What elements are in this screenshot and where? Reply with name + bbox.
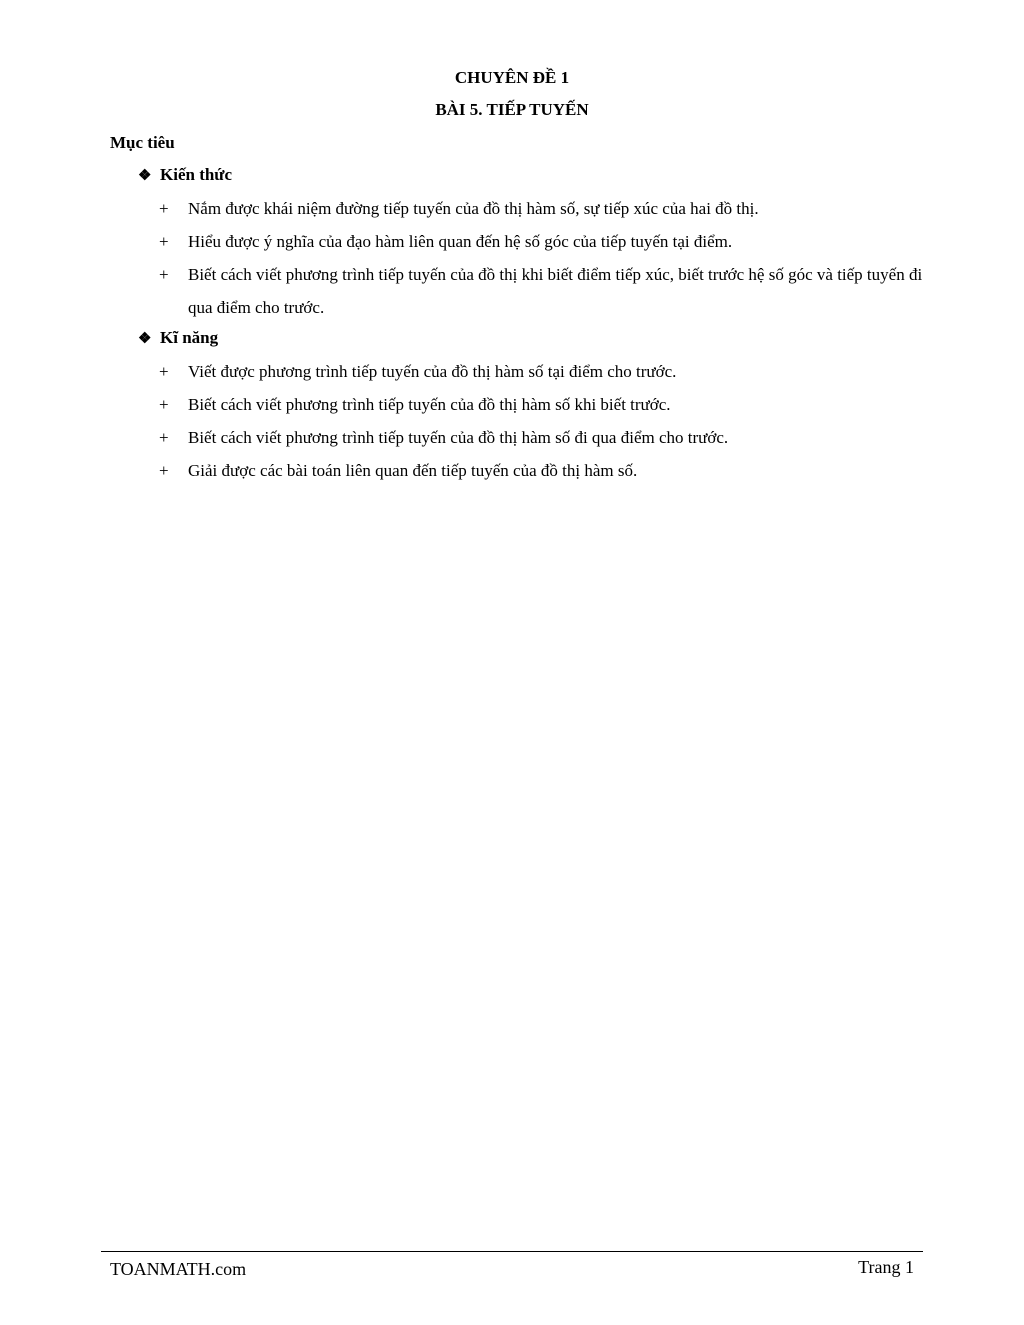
list-item-text: Biết cách viết phương trình tiếp tuyến của đồ thị hàm số khi biết trước. xyxy=(188,395,671,414)
list-item xyxy=(155,258,925,324)
objectives-heading: Mục tiêu xyxy=(110,133,175,152)
page-header xyxy=(0,67,1024,121)
footer-divider xyxy=(101,1251,923,1252)
list-item-text: Biết cách viết phương trình tiếp tuyến của đồ thị khi biết điểm tiếp xúc, biết trước hệ số góc và tiếp tuyến đi qua điểm cho trước. xyxy=(188,265,923,317)
plus-marker: + xyxy=(159,395,169,414)
plus-marker: + xyxy=(159,428,169,447)
list-item xyxy=(155,192,925,225)
footer-page-number: Trang 1 xyxy=(858,1257,914,1277)
list-item-text: Hiểu được ý nghĩa của đạo hàm liên quan đến hệ số góc của tiếp tuyến tại điểm. xyxy=(188,232,733,251)
knowledge-section-heading xyxy=(138,164,232,187)
plus-marker: + xyxy=(159,232,169,251)
diamond-bullet-icon: ❖ xyxy=(138,331,152,347)
list-item-text: Nắm được khái niệm đường tiếp tuyến của đồ thị hàm số, sự tiếp xúc của hai đồ thị. xyxy=(188,199,759,218)
plus-marker: + xyxy=(159,199,169,218)
list-item xyxy=(155,355,925,388)
list-item-text: Giải được các bài toán liên quan đến tiếp tuyến của đồ thị hàm số. xyxy=(188,461,638,480)
list-item xyxy=(155,454,925,487)
knowledge-heading-label: Kiến thức xyxy=(160,165,233,184)
list-item xyxy=(155,225,925,258)
knowledge-list xyxy=(155,192,925,324)
skills-list xyxy=(155,355,925,487)
list-item xyxy=(155,388,925,421)
plus-marker: + xyxy=(159,362,169,381)
list-item-text: Biết cách viết phương trình tiếp tuyến của đồ thị hàm số đi qua điểm cho trước. xyxy=(188,428,729,447)
footer-site-name: TOANMATH.com xyxy=(110,1259,247,1279)
skills-heading-label: Kĩ năng xyxy=(160,328,219,347)
skills-section-heading xyxy=(138,327,218,350)
diamond-bullet-icon: ❖ xyxy=(138,168,152,184)
plus-marker: + xyxy=(159,461,169,480)
chapter-title: CHUYÊN ĐỀ 1 xyxy=(454,68,570,87)
plus-marker: + xyxy=(159,265,169,284)
list-item-text: Viết được phương trình tiếp tuyến của đồ thị hàm số tại điểm cho trước. xyxy=(188,362,677,381)
lesson-title: BÀI 5. TIẾP TUYẾN xyxy=(435,100,589,119)
list-item xyxy=(155,421,925,454)
